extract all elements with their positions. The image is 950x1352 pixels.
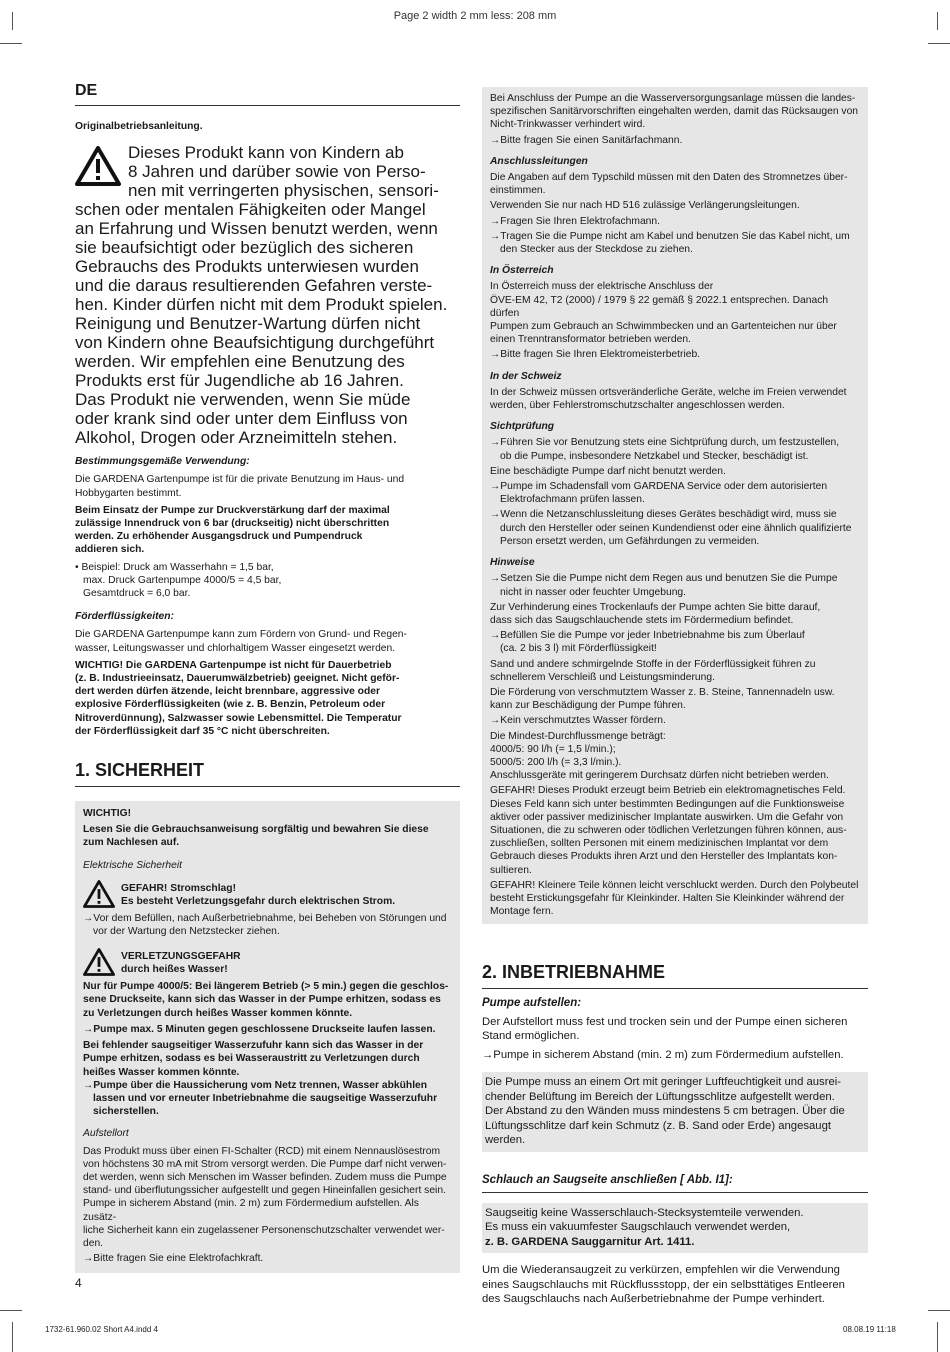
crop-mark [928, 43, 950, 44]
no-dirty-text: → Kein verschmutztes Wasser fördern. [490, 714, 860, 727]
hose-box [482, 1203, 868, 1254]
crop-mark [937, 1322, 938, 1352]
hose-text: Saugseitig keine Wasserschlauch-Stecksystemteile verwenden. Es muss ein vakuumfester Saugschlauch verwendet werden, [485, 1206, 804, 1234]
children-warning-line: von Kindern ohne Beaufsichtigung durchgeführt [75, 333, 435, 353]
location-text: Das Produkt muss über einen FI-Schalter (RCD) mit einem Nennauslösestrom von höchstens 30 mA mit Strom versorgt werden. Die Pumpe darf nicht verwen- det werden, wenn sich Menschen im Wasser befinden. Zudem muss die Pumpe stand- und überflutungssicher aufgestellt und gegen Hineinfallen gesichert sein. Pumpe in sicherem Abstand (min. 2 m) zum Fördermedium aufstellen. Als zusätz- liche Sicherheit kann ein zugelassener Personenschutzschalter verwendet wer- den. [83, 1145, 447, 1249]
location-heading: Aufstellort [83, 1128, 129, 1140]
fluids-text: Die GARDENA Gartenpumpe kann zum Fördern von Grund- und Regen- wasser, Leitungswasser und chlorhaltigem Wasser eingesetzt werden. [75, 629, 407, 654]
austria-heading: In Österreich [490, 265, 554, 277]
warning-triangle-icon [83, 880, 115, 908]
ventilation-box [482, 1072, 868, 1152]
fluids-warning: WICHTIG! Die GARDENA Gartenpumpe ist nicht für Dauerbetrieb (z. B. Industrieeinsatz, Dauerumwälzbetrieb) geeignet. Nicht geför- dert werden dürfen ätzende, leicht brennbare, aggressive oder explosive Förderflüssigkeiten (wie z. B. Benzin, Petroleum oder Nitroverdünnung), Salzwasser sowie Lebensmittel. Die Temperatur der Förderflüssigkeit darf 35 °C nicht überschreiten. [75, 659, 402, 737]
cable-carry: → Tragen Sie die Pumpe nicht am Kabel und benutzen Sie das Kabel nicht, um den Stecker aus der Steckdose zu ziehen. [490, 230, 860, 256]
damaged-text: Eine beschädigte Pumpe darf nicht benutzt werden. [490, 465, 726, 477]
children-warning-line: Produkts erst für Jugendliche ab 16 Jahren. [75, 371, 404, 391]
crop-mark [0, 1310, 22, 1311]
cables-heading: Anschlussleitungen [490, 155, 588, 167]
right-column [482, 87, 868, 1307]
children-warning-line: oder krank sind oder unter dem Einfluss von [75, 409, 408, 429]
ask-plumber: → Bitte fragen Sie einen Sanitärfachmann. [490, 134, 860, 147]
slug-line: Page 2 width 2 mm less: 208 mm [393, 10, 557, 22]
left-column [75, 82, 460, 1273]
children-warning-line: Das Produkt nie verwenden, wenn Sie müde [75, 390, 411, 410]
read-manual-text: Lesen Sie die Gebrauchsanweisung sorgfältig und bewahren Sie diese zum Nachlesen auf. [83, 824, 429, 849]
hot-water-text: Nur für Pumpe 4000/5: Bei längerem Betrieb (> 5 min.) gegen die geschlos- sene Druckseite, kann sich das Wasser in der Pumpe erhitzen, sodass es zu Verletzungen durch heißes Wasser kommen könnte. [83, 981, 449, 1019]
setup-distance: → Pumpe in sicherem Abstand (min. 2 m) zum Fördermedium aufstellen. [482, 1048, 868, 1063]
emf-text: GEFAHR! Dieses Produkt erzeugt beim Betrieb ein elektromagnetisches Feld. Dieses Feld kann sich unter bestimmten Bedingungen auf die Funktionsweise aktiver oder passiver medizinischer Implantate auswirken. Um die Gefahr von Situationen, die zu schweren oder tödlichen Verletzungen führen können, aus- zuschließen, sollten Personen mit einem medizinischen Implantat vor dem Gebrauch dieses Produkts ihren Arzt und den Hersteller des Implantats kon- sultieren. [490, 785, 847, 876]
shock-danger [83, 880, 452, 910]
fuse-instruction: → Pumpe über die Haussicherung vom Netz trennen, Wasser abkühlen lassen und vor erneuter Inbetriebnahme die saugseitige Wasserzufuhr sicherstellen. [83, 1079, 452, 1119]
rain-text: → Setzen Sie die Pumpe nicht dem Regen aus und benutzen Sie die Pumpe nicht in nasser oder feuchter Umgebung. [490, 572, 860, 598]
children-warning-line: schen oder mentalen Fähigkeiten oder Mangel [75, 200, 426, 220]
dry-run-text: Zur Verhinderung eines Trockenlaufs der Pumpe achten Sie bitte darauf, dass sich das Saugschlauchende stets im Fördermedium befindet. [490, 601, 821, 626]
switzerland-heading: In der Schweiz [490, 370, 562, 382]
visual-check-text: → Führen Sie vor Benutzung stets eine Sichtprüfung durch, um festzustellen, ob die Pumpe, insbesondere Netzkabel und Stecker, beschädigt ist. [490, 436, 860, 462]
hose-heading: Schlauch an Saugseite anschließen [ Abb. I1]: [482, 1173, 733, 1186]
indd-file-name: 1732-61.960.02 Short A4.indd 4 [45, 1325, 158, 1334]
cord-text: → Wenn die Netzanschlussleitung dieses Gerätes beschädigt wird, muss sie durch den Hersteller oder seinen Kundendienst oder eine ähnlich qualifizierte Person ersetzt werden, um Gefährdungen zu vermeiden. [490, 508, 860, 548]
divider [482, 1192, 868, 1193]
fill-text: → Befüllen Sie die Pumpe vor jeder Inbetriebnahme bis zum Überlauf (ca. 2 bis 3 l) mit Förderflüssigkeit! [490, 629, 860, 655]
max-five-minutes: → Pumpe max. 5 Minuten gegen geschlossene Druckseite laufen lassen. [83, 1023, 452, 1036]
no-inflow-text: Bei fehlender saugseitiger Wasserzufuhr kann sich das Wasser in der Pumpe erhitzen, sodass es bei Wasseraustritt zu Verletzungen durch heißes Wasser kommen könnte. [83, 1040, 424, 1078]
electrical-safety-heading: Elektrische Sicherheit [83, 859, 183, 871]
dirty-text: Die Förderung von verschmutztem Wasser z. B. Steine, Tannennadeln usw. kann zur Beschädigung der Pumpe führen. [490, 686, 835, 712]
min-flow-text: Die Mindest-Durchflussmenge beträgt: 4000/5: 90 l/h (= 1,5 l/min.); 5000/5: 200 l/h (= 3,3 l/min.). Anschlussgeräte mit geringerem Durchsatz dürfen nicht betrieben werden. [490, 730, 829, 782]
divider [75, 786, 460, 787]
ventilation-text: Die Pumpe muss an einem Ort mit geringer Luftfeuchtigkeit und ausrei- chender Belüftung im Bereich der Lüftungsschlitze aufgestellt werden. Der Abstand zu den Wänden muss mindestens 5 cm betragen. Über die Lüftungsschlitze darf kein Schmutz (z. B. Sand oder Erde) angesaugt werden. [485, 1076, 845, 1147]
electrical-box [482, 87, 868, 924]
children-warning-line: sie beaufsichtigt oder bezüglich des sicheren [75, 238, 414, 258]
pressure-example: • Beispiel: Druck am Wasserhahn = 1,5 bar, max. Druck Gartenpumpe 4000/5 = 4,5 bar, Gesamtdruck = 6,0 bar. [75, 561, 282, 600]
warning-triangle-icon [75, 146, 121, 186]
hose-recommendation: Um die Wiederansaugzeit zu verkürzen, empfehlen wir die Verwendung eines Saugschlauchs mit Rückflussstopp, der ein selbsttätiges Entleeren des Saugschlauchs nach Außerbetriebnahme der Pumpe verhindert. [482, 1264, 845, 1306]
children-warning-text [75, 143, 460, 447]
hose-article: z. B. GARDENA Sauggarnitur Art. 1411. [485, 1235, 695, 1248]
children-warning-line: Gebrauchs des Produkts unterwiesen wurden [75, 257, 419, 277]
connection-intro: Bei Anschluss der Pumpe an die Wasserversorgungsanlage müssen die landes- spezifischen Sanitärvorschriften eingehalten werden, damit das Rücksaugen von Nicht-Trinkwasser verhindert wird. [490, 93, 859, 131]
intended-use-text: Die GARDENA Gartenpumpe ist für die private Benutzung im Haus- und Hobbygarten bestimmt. [75, 474, 405, 499]
austria-text: In Österreich muss der elektrische Anschluss der ÖVE-EM 42, T2 (2000) / 1979 § 22 gemäß § 2022.1 entsprechen. Danach dürfen Pumpen zum Gebrauch an Schwimmbecken und an Gartenteichen nur über einen Trenntransformator betrieben werden. [490, 281, 837, 346]
children-warning-line: Alkohol, Drogen oder Arzneimitteln stehen. [75, 428, 398, 448]
setup-heading: Pumpe aufstellen: [482, 997, 582, 1010]
setup-text: Der Aufstellort muss fest und trocken sein und der Pumpe einen sicheren Stand ermöglichen. [482, 1015, 848, 1043]
visual-check-heading: Sichtprüfung [490, 421, 555, 433]
section-startup-title: 2. INBETRIEBNAHME [482, 962, 666, 983]
children-warning-line: 8 Jahren und darüber sowie von Perso- [128, 162, 426, 182]
children-warning-line: Dieses Produkt kann von Kindern ab [128, 143, 404, 163]
intended-use-heading: Bestimmungsgemäße Verwendung: [75, 456, 250, 468]
children-warning-line: und die daraus resultierenden Gefahren verste- [75, 276, 433, 296]
hd516-text: Verwenden Sie nur nach HD 516 zulässige Verlängerungsleitungen. [490, 200, 800, 212]
crop-mark [928, 1310, 950, 1311]
children-warning-line: an Erfahrung und Wissen benutzt werden, wenn [75, 219, 438, 239]
divider [482, 988, 868, 989]
warning-triangle-icon [83, 948, 115, 976]
unplug-instruction: → Vor dem Befüllen, nach Außerbetriebnahme, bei Beheben von Störungen und vor der Wartung den Netzstecker ziehen. [83, 912, 452, 938]
notes-heading: Hinweise [490, 557, 535, 569]
language-code: DE [75, 82, 98, 99]
fluids-heading: Förderflüssigkeiten: [75, 611, 174, 623]
original-manual-label: Originalbetriebsanleitung. [75, 121, 203, 132]
sand-text: Sand und andere schmirgelnde Stoffe in der Förderflüssigkeit führen zu schnellerem Verschleiß und Leistungsminderung. [490, 658, 816, 683]
hot-water-danger [83, 948, 452, 978]
page-number: 4 [75, 1276, 82, 1290]
safety-box [75, 801, 460, 1273]
pressure-warning: Beim Einsatz der Pumpe zur Druckverstärkung darf der maximal zulässige Innendruck von 6 bar (druckseitig) nicht überschritten werden. Zu erhöhender Ausgangsdruck und Pumpendruck addieren sich. [75, 504, 390, 556]
crop-mark [12, 1322, 13, 1352]
section-safety-title: 1. SICHERHEIT [75, 760, 205, 781]
crop-mark [0, 43, 22, 44]
switzerland-text: In der Schweiz müssen ortsveränderliche Geräte, welche im Freien verwendet werden, über Fehlerstromschutzschalter angeschlossen werden. [490, 386, 847, 412]
austria-ask: → Bitte fragen Sie Ihren Elektromeisterbetrieb. [490, 348, 860, 361]
small-parts-text: GEFAHR! Kleinere Teile können leicht verschluckt werden. Durch den Polybeutel besteht Erstickungsgefahr für Kleinkinder. Halten Sie Kleinkinder während der Montage fern. [490, 879, 859, 918]
ask-electrician-2: → Fragen Sie Ihren Elektrofachmann. [490, 215, 860, 228]
children-warning [75, 143, 460, 447]
children-warning-line: nen mit verringerten physischen, sensori- [128, 181, 439, 201]
cables-text: Die Angaben auf dem Typschild müssen mit den Daten des Stromnetzes über- einstimmen. [490, 172, 848, 197]
children-warning-line: hen. Kinder dürfen nicht mit dem Produkt spielen. [75, 295, 448, 315]
hot-water-danger-text: VERLETZUNGSGEFAHR durch heißes Wasser! [121, 951, 241, 976]
ask-electrician: → Bitte fragen Sie eine Elektrofachkraft. [83, 1252, 452, 1265]
children-warning-line: werden. Wir empfehlen eine Benutzung des [75, 352, 405, 372]
divider [75, 105, 460, 106]
children-warning-line: Reinigung und Benutzer-Wartung dürfen nicht [75, 314, 421, 334]
important-label: WICHTIG! [83, 808, 132, 820]
print-date: 08.08.19 11:18 [843, 1325, 896, 1334]
service-text: → Pumpe im Schadensfall vom GARDENA Service oder dem autorisierten Elektrofachmann prüfen lassen. [490, 480, 860, 506]
shock-danger-text: GEFAHR! Stromschlag! Es besteht Verletzungsgefahr durch elektrischen Strom. [121, 882, 396, 908]
